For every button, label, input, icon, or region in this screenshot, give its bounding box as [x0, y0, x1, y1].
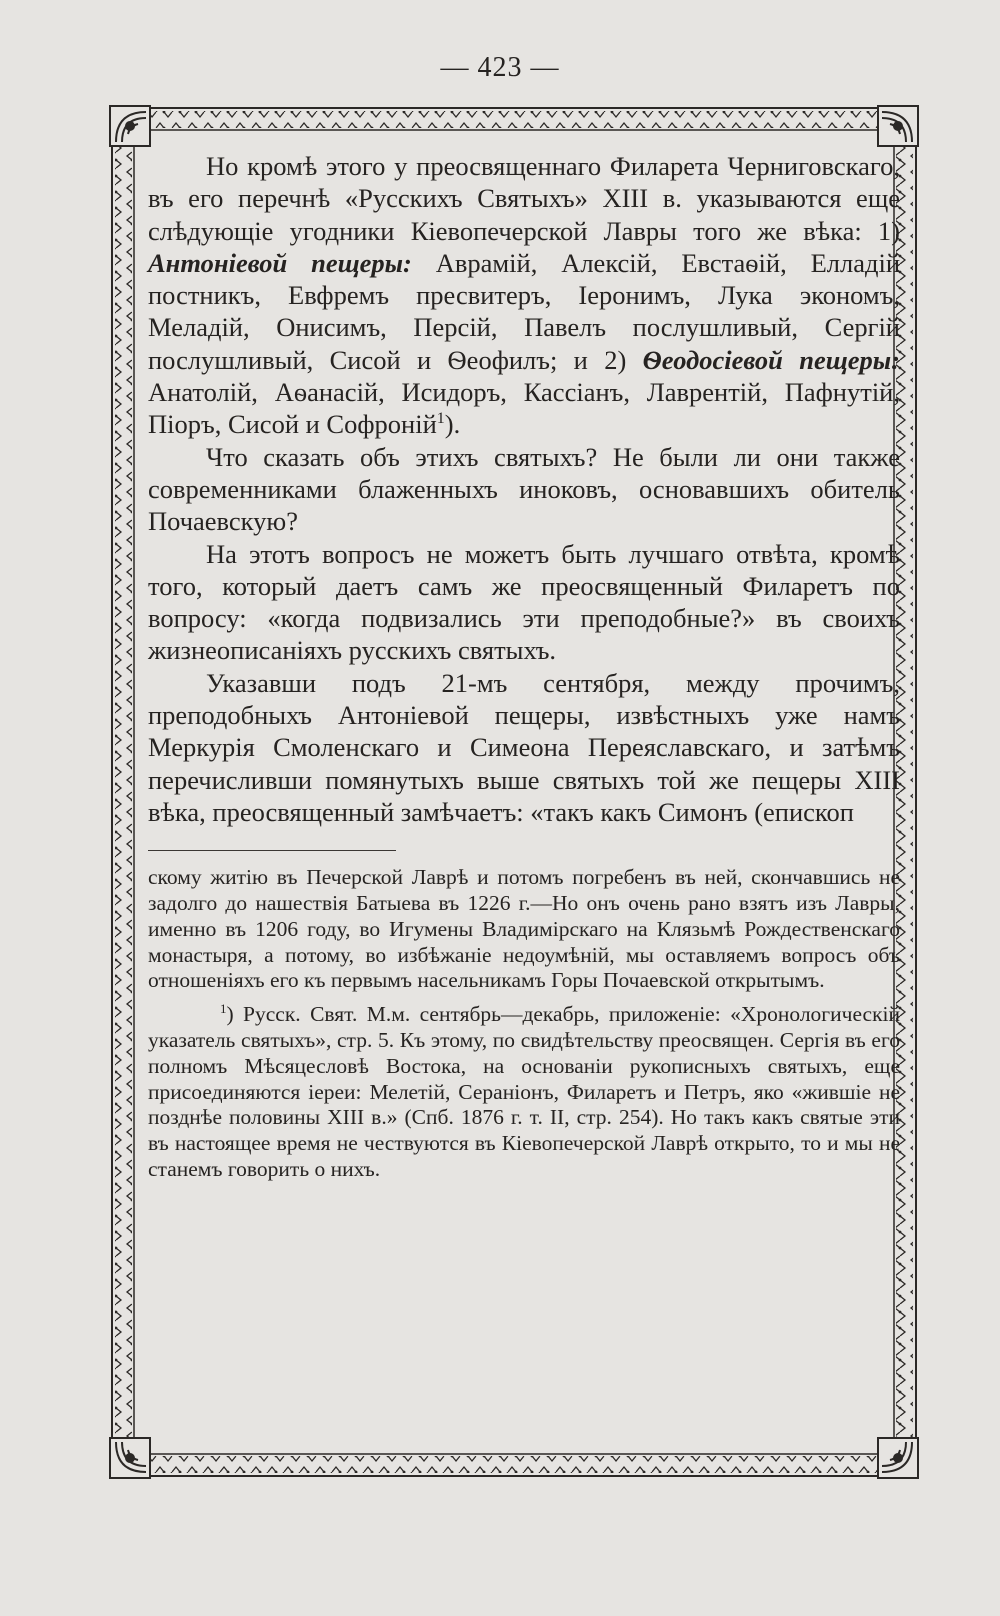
footnote-1 [148, 1002, 900, 1183]
page-number: — 423 — [440, 52, 560, 83]
paragraph-1-text-b: Аврамій, Алексій, Евстаѳій, Елладій постникъ, Евфремъ пресвитеръ, Іеронимъ, Лука экономъ, Меладій, Онисимъ, Персій, Павелъ послушливый, Сергій послушливый, Сисой и Ѳеофилъ; и 2) [148, 247, 900, 375]
paragraph-1-text-c: Анатолій, Аѳанасій, Исидоръ, Кассіанъ, Лаврентій, Пафнутій, Піоръ, Сисой и Софроній [148, 377, 900, 440]
antonieva-cave-heading: Антоніевой пещеры: [148, 247, 412, 278]
footnotes [148, 865, 900, 1183]
footnote-rule [148, 850, 396, 851]
paragraph-4: Указавши подъ 21-мъ сентября, между прочимъ, преподобныхъ Антоніевой пещеры, извѣстныхъ уже намъ Меркурія Смоленскаго и Симеона Переяславскаго, и затѣмъ перечисливши помянутыхъ выше святыхъ той же пещеры XIII вѣка, преосвященный замѣчаетъ: «такъ какъ Симонъ (епископ [148, 667, 900, 827]
paragraph-1-text-a: Но кромѣ этого у преосвященнаго Филарета Черниговскаго, въ его перечнѣ «Русскихъ Святыхъ» XIII в. указываются еще слѣдующіе угодники Кіевопечерской Лавры того же вѣка: 1) [148, 151, 900, 246]
paragraph-1 [148, 150, 900, 441]
paragraph-2: Что сказать объ этихъ святыхъ? Не были ли они также современниками блаженныхъ иноковъ, основавшихъ обитель Почаевскую? [148, 441, 900, 537]
paragraph-3: На этотъ вопросъ не можетъ быть лучшаго отвѣта, кромѣ того, который даетъ самъ же преосвященный Филаретъ по вопросу: «когда подвизались эти преподобные?» въ своихъ жизнеописаніяхъ русскихъ святыхъ. [148, 538, 900, 666]
footnote-continuation: скому житію въ Печерской Лаврѣ и потомъ погребенъ въ ней, скончавшись не задолго до нашествія Батыева въ 1226 г.—Но онъ очень рано взятъ изъ Лавры, именно въ 1206 году, во Игумены Владимірскаго на Клязьмѣ Рождественскаго монастыря, а потому, во избѣжаніе недоумѣній, мы оставляемъ вопросъ объ отношеніяхъ его къ первымъ насельникамъ Горы Почаевской открытымъ. [148, 865, 900, 993]
footnote-ref-1: 1 [436, 410, 445, 428]
page-content [148, 150, 900, 1183]
footnote-1-text: ) Русск. Свят. М.м. сентябрь—декабрь, приложеніе: «Хронологическій указатель святыхъ», стр. 5. Къ этому, по свидѣтельству преосвящен. Сергія въ его полномъ Мѣсяцесловѣ Востока, на основаніи рукописныхъ святыхъ, еще присоединяются іереи: Мелетій, Сераніонъ, Филаретъ и Петръ, яко «жившіе не позднѣе половины XIII в.» (Спб. 1876 г. т. II, стр. 254). Но такъ какъ святые эти въ настоящее время не чествуются въ Кіевопечерской Лаврѣ открыто, то и мы не станемъ говорить о нихъ. [148, 1002, 900, 1181]
main-text [148, 150, 900, 828]
paragraph-1-end: ). [444, 409, 461, 440]
footnote-1-mark: 1 [220, 1001, 227, 1017]
feodosieva-cave-heading: Ѳеодосіевой пещеры: [642, 344, 900, 375]
